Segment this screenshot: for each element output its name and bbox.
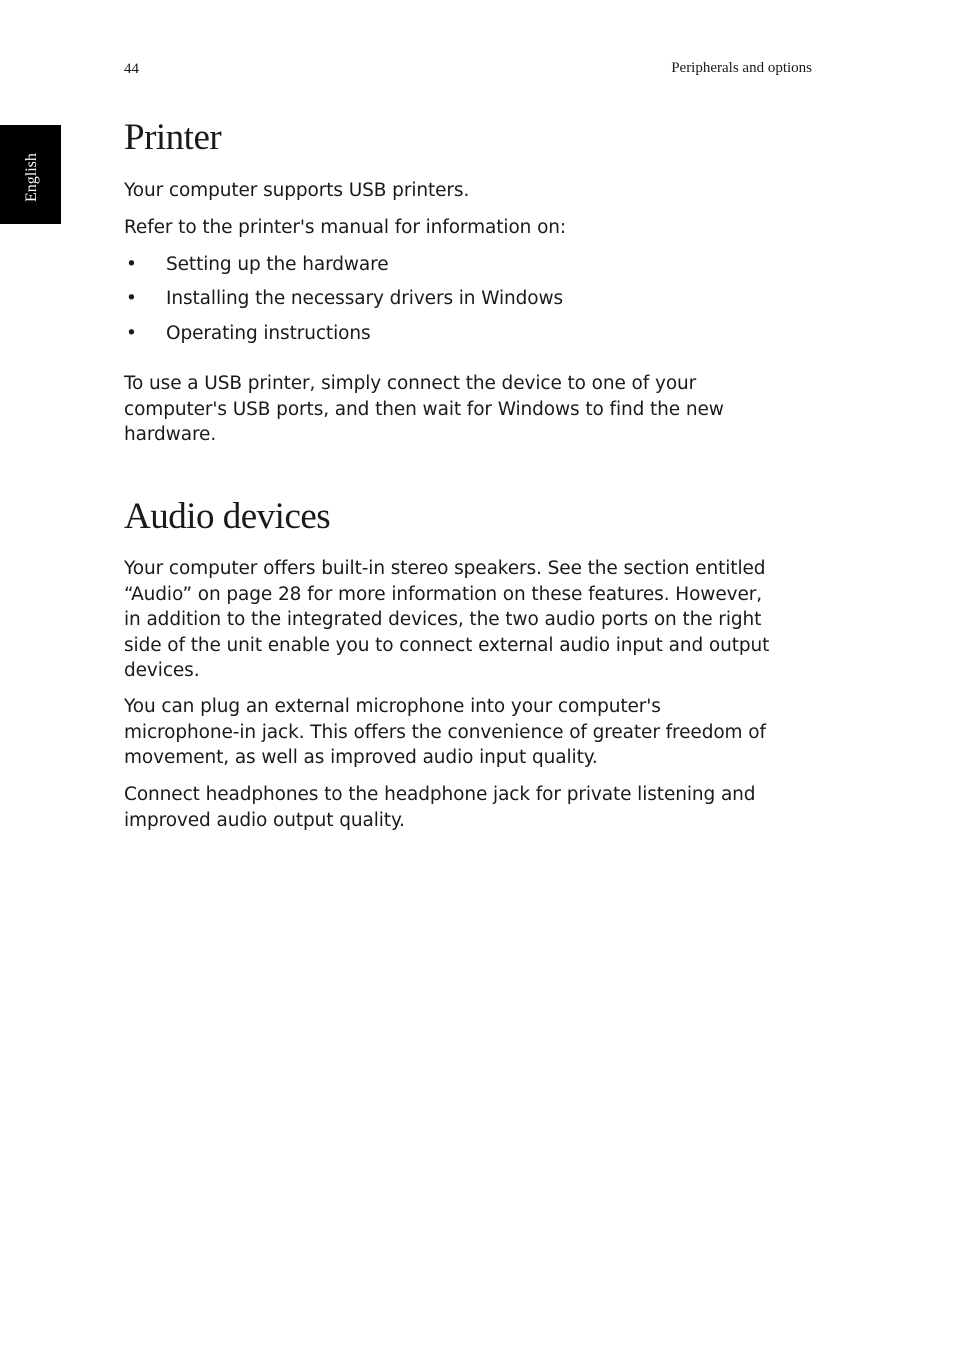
list-item-text: Operating instructions [166,323,371,344]
list-item-text: Setting up the hardware [166,254,389,275]
text-line: To use a USB printer, simply connect the device to one of your [124,373,697,394]
printer-intro: Your computer supports USB printers. [124,180,470,201]
text-line: “Audio” on page 28 for more information on these features. However, [124,583,763,605]
text-line: hardware. [124,424,217,445]
audio-paragraph-1 [124,556,814,684]
text-line: Connect headphones to the headphone jack for private listening and [124,784,756,805]
printer-usage-paragraph [124,371,814,448]
page-number: 44 [124,61,139,77]
printer-heading: Printer [124,117,222,158]
text-line: improved audio output quality. [124,809,405,831]
text-line: devices. [124,660,200,681]
bullet-icon: • [126,323,137,344]
bullet-icon: • [126,254,137,275]
text-line: in addition to the integrated devices, the two audio ports on the right [124,609,762,630]
list-item-text: Installing the necessary drivers in Windows [166,288,564,309]
audio-paragraph-3 [124,782,814,833]
running-header: Peripherals and options [671,60,812,76]
text-line: Your computer offers built-in stereo speakers. See the section entitled [124,558,766,579]
audio-heading: Audio devices [124,496,331,537]
language-tab-label: English [23,153,40,202]
text-line: You can plug an external microphone into your computer's [124,696,661,717]
text-line: side of the unit enable you to connect external audio input and output [124,634,770,656]
audio-paragraph-2 [124,694,814,771]
printer-lead-in: Refer to the printer's manual for information on: [124,217,567,238]
text-line: movement, as well as improved audio input quality. [124,747,598,768]
text-line: microphone-in jack. This offers the convenience of greater freedom of [124,721,766,743]
text-line: computer's USB ports, and then wait for Windows to find the new [124,398,724,420]
bullet-icon: • [126,288,137,309]
